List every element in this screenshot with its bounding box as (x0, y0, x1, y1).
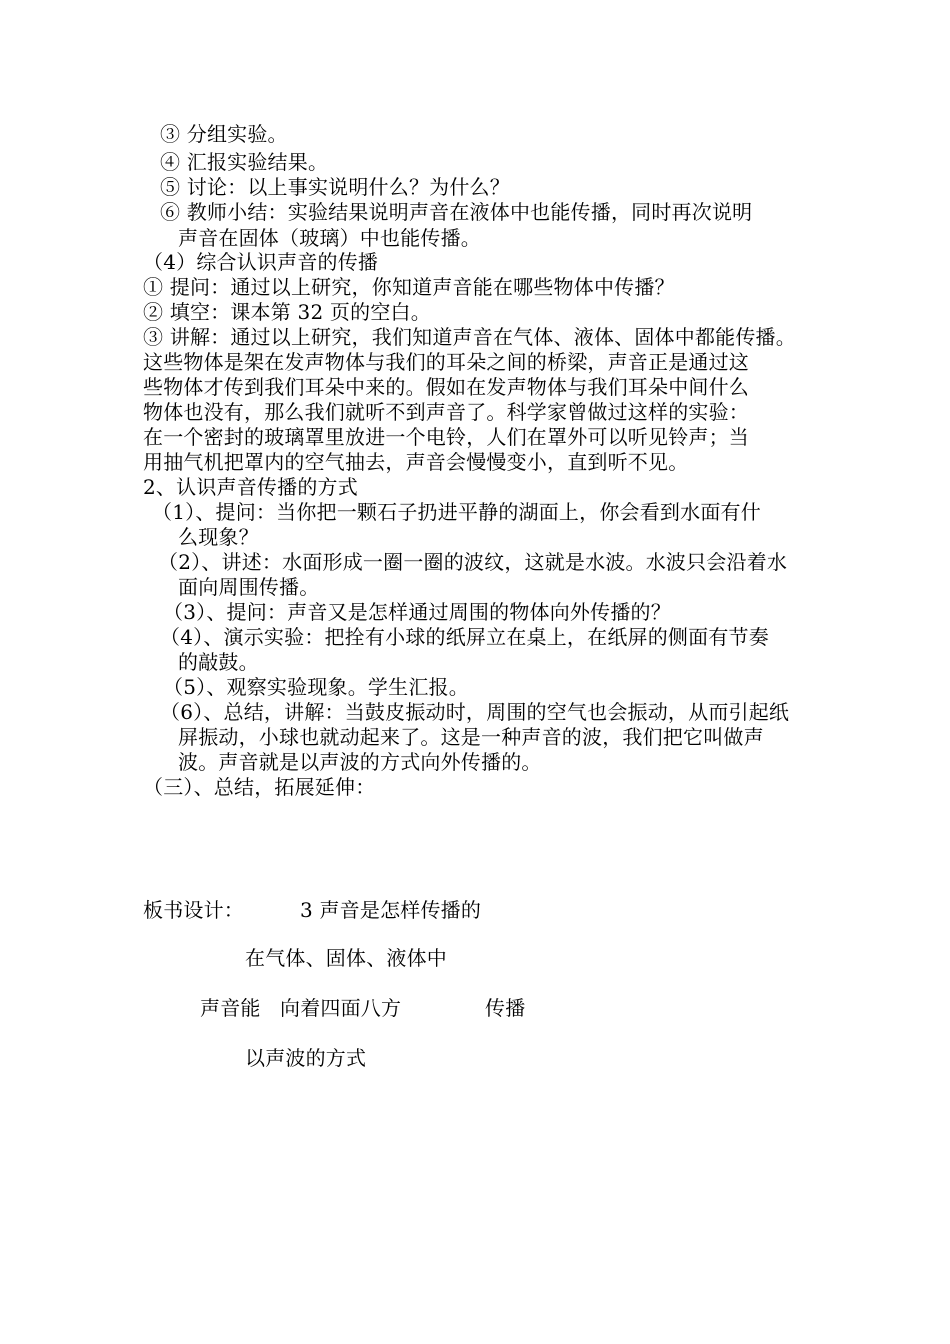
text-line: 声音在固体（玻璃）中也能传播。 (178, 226, 481, 250)
text-line: ① 提问：通过以上研究，你知道声音能在哪些物体中传播？ (143, 275, 675, 299)
blackboard-label: 板书设计： (143, 898, 244, 922)
text-line: 在一个密封的玻璃罩里放进一个电铃，人们在罩外可以听见铃声；当 (143, 425, 749, 449)
blackboard-title: 3 声音是怎样传播的 (300, 898, 482, 922)
blackboard-branch: 向着四面八方 (280, 996, 402, 1020)
text-line: 些物体才传到我们耳朵中来的。假如在发声物体与我们耳朵中间什么 (143, 375, 749, 399)
blackboard-branch: 以声波的方式 (245, 1046, 367, 1070)
text-line: ③ 讲解：通过以上研究，我们知道声音在气体、液体、固体中都能传播。 (143, 325, 796, 349)
text-line: （2）、讲述：水面形成一圈一圈的波纹，这就是水波。水波只会沿着水 (158, 550, 788, 574)
blackboard-branch: 在气体、固体、液体中 (245, 946, 447, 970)
text-line: 用抽气机把罩内的空气抽去，声音会慢慢变小，直到听不见。 (143, 450, 689, 474)
text-line: （4）综合认识声音的传播 (143, 250, 379, 274)
text-line: （4）、演示实验：把拴有小球的纸屏立在桌上，在纸屏的侧面有节奏 (160, 625, 769, 649)
text-line: ② 填空：课本第 32 页的空白。 (143, 300, 431, 324)
text-line: 么现象？ (178, 525, 259, 549)
text-line: （1）、提问：当你把一颗石子扔进平静的湖面上，你会看到水面有什 (152, 500, 761, 524)
text-line: ③ 分组实验。 (160, 122, 288, 146)
section-heading: （三）、总结，拓展延伸： (143, 775, 376, 799)
section-heading: 2、认识声音传播的方式 (143, 475, 358, 499)
text-line: （5）、观察实验现象。学生汇报。 (163, 675, 469, 699)
text-line: 这些物体是架在发声物体与我们的耳朵之间的桥梁，声音正是通过这 (143, 350, 749, 374)
blackboard-predicate: 传播 (485, 996, 526, 1020)
text-line: （6）、总结，讲解：当鼓皮振动时，周围的空气也会振动，从而引起纸 (160, 700, 790, 724)
text-line: 物体也没有，那么我们就听不到声音了。科学家曾做过这样的实验： (143, 400, 749, 424)
text-line: （3）、提问：声音又是怎样通过周围的物体向外传播的？ (163, 600, 671, 624)
text-line: 面向周围传播。 (178, 575, 320, 599)
text-line: ⑤ 讨论：以上事实说明什么？为什么？ (160, 175, 510, 199)
text-line: ④ 汇报实验结果。 (160, 150, 329, 174)
text-line: ⑥ 教师小结：实验结果说明声音在液体中也能传播，同时再次说明 (160, 200, 753, 224)
text-line: 的敲鼓。 (178, 650, 259, 674)
text-line: 屏振动，小球也就动起来了。这是一种声音的波，我们把它叫做声 (178, 725, 764, 749)
text-line: 波。声音就是以声波的方式向外传播的。 (178, 750, 542, 774)
blackboard-subject: 声音能 (200, 996, 261, 1020)
